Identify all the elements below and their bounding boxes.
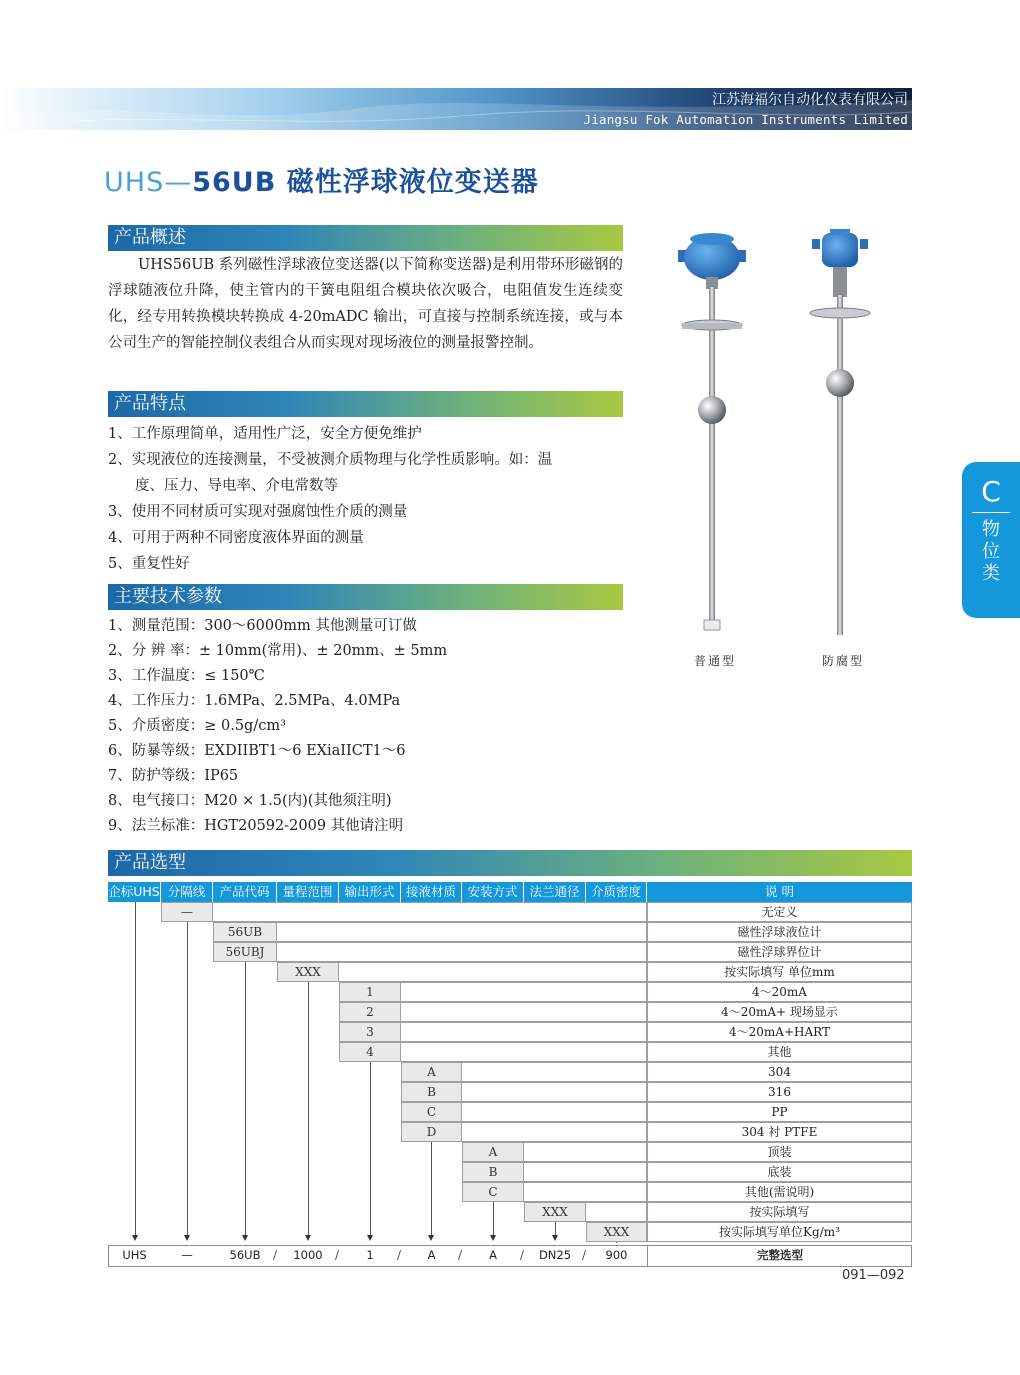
row-grid-fill xyxy=(586,1202,647,1222)
features-list xyxy=(108,421,552,577)
feature-item: 1、工作原理简单，适用性广泛，安全方便免维护 xyxy=(108,426,422,442)
param-item: 5、介质密度：≥ 0.5g/cm³ xyxy=(108,718,286,734)
title-product-name: 磁性浮球液位变送器 xyxy=(286,167,539,198)
description-cell: 304 xyxy=(647,1062,912,1082)
description-cell: 4～20mA xyxy=(647,982,912,1002)
guide-line xyxy=(245,962,246,1237)
company-name xyxy=(584,91,908,129)
row-grid-fill xyxy=(524,1182,647,1202)
guide-line xyxy=(616,1242,617,1243)
row-grid-fill xyxy=(462,1082,647,1102)
arrow-down-icon xyxy=(428,1235,434,1241)
description-cell: 无定义 xyxy=(647,902,912,922)
feature-item: 3、使用不同材质可实现对强腐蚀性介质的测量 xyxy=(108,504,408,520)
overview-text: UHS56UB 系列磁性浮球液位变送器(以下简称变送器)是利用带环形磁钢的浮球随液位升降，使主管内的干簧电阻组合模块依次吸合，电阻值发生连续变化，经专用转换模块转换成 4-20mADC 输出，可直接与控制系统连接，或与本公司生产的智能控制仪表组合从而实现对现场液位的测量报警控制。 xyxy=(108,257,623,351)
row-grid-fill xyxy=(401,1042,647,1062)
param-item: 1、测量范围：300～6000mm 其他测量可订做 xyxy=(108,618,417,634)
arrow-down-icon xyxy=(184,1235,190,1241)
category-side-tab[interactable] xyxy=(962,462,1020,618)
row-grid-fill xyxy=(524,1142,647,1162)
caption-normal-type: 普通型 xyxy=(694,654,737,668)
row-grid-fill xyxy=(462,1062,647,1082)
header-cell-description: 说 明 xyxy=(647,882,912,902)
final-description: 完整选型 xyxy=(647,1245,912,1267)
guide-line xyxy=(370,1062,371,1237)
final-code-cell: A xyxy=(427,1248,436,1262)
final-slash: / xyxy=(458,1248,463,1262)
section-header-features: 产品特点 xyxy=(108,391,623,417)
final-slash: / xyxy=(335,1248,340,1262)
code-cell: 56UBJ xyxy=(213,942,277,962)
row-grid-fill xyxy=(277,922,647,942)
header-cell-mounting: 安装方式 xyxy=(462,882,524,902)
guide-line xyxy=(493,1202,494,1237)
category-letter: C xyxy=(981,475,1001,508)
header-cell-output: 输出形式 xyxy=(339,882,401,902)
row-grid-fill xyxy=(213,902,647,922)
code-cell: B xyxy=(401,1082,462,1102)
product-image-normal xyxy=(670,225,780,640)
title-dash: — xyxy=(164,167,193,198)
code-cell: XXX xyxy=(277,962,339,982)
param-item: 6、防暴等级：EXDIIBT1～6 EXiaIICT1～6 xyxy=(108,743,406,759)
description-cell: 磁性浮球液位计 xyxy=(647,922,912,942)
final-slash: / xyxy=(273,1248,278,1262)
description-cell: 316 xyxy=(647,1082,912,1102)
selection-table xyxy=(108,882,912,1267)
code-cell: XXX xyxy=(586,1222,647,1242)
final-code-cell: 56UB xyxy=(229,1248,261,1262)
final-code-cell: 1000 xyxy=(293,1248,323,1262)
header-cell-range: 量程范围 xyxy=(277,882,339,902)
row-grid-fill xyxy=(462,1102,647,1122)
category-name: 物位类 xyxy=(982,519,1000,584)
feature-item: 5、重复性好 xyxy=(108,556,190,572)
description-cell: 按实际填写 单位mm xyxy=(647,962,912,982)
caption-anticorrosion-type: 防腐型 xyxy=(822,654,865,668)
code-cell: D xyxy=(401,1122,462,1142)
final-code-cell: A xyxy=(489,1248,497,1262)
arrow-down-icon xyxy=(305,1235,311,1241)
product-image-anticorrosion xyxy=(800,225,890,640)
param-item: 3、工作温度：≤ 150℃ xyxy=(108,668,265,684)
param-item: 4、工作压力：1.6MPa、2.5MPa、4.0MPa xyxy=(108,693,401,709)
final-code-cell: UHS xyxy=(122,1248,147,1262)
category-divider xyxy=(972,512,1010,513)
description-cell: PP xyxy=(647,1102,912,1122)
section-header-overview: 产品概述 xyxy=(108,225,623,251)
header-cell-standard: 企标UHS xyxy=(108,882,161,902)
arrow-down-icon xyxy=(552,1235,558,1241)
code-cell: 2 xyxy=(339,1002,401,1022)
params-list xyxy=(108,614,447,839)
code-cell: C xyxy=(462,1182,524,1202)
title-series-code: UHS xyxy=(104,167,165,198)
code-cell: A xyxy=(401,1062,462,1082)
row-grid-fill xyxy=(524,1162,647,1182)
code-cell: B xyxy=(462,1162,524,1182)
code-cell: 4 xyxy=(339,1042,401,1062)
guide-line xyxy=(308,982,309,1237)
arrow-down-icon xyxy=(367,1235,373,1241)
arrow-down-icon xyxy=(242,1235,248,1241)
description-cell: 按实际填写 xyxy=(647,1202,912,1222)
final-code-cell: 1 xyxy=(366,1248,374,1262)
description-cell: 4～20mA+ 现场显示 xyxy=(647,1002,912,1022)
param-item: 2、分 辨 率：± 10mm(常用)、± 20mm、± 5mm xyxy=(108,643,448,659)
feature-item-continued: 度、压力、导电率、介电常数等 xyxy=(135,478,338,494)
description-cell: 顶装 xyxy=(647,1142,912,1162)
row-grid-fill xyxy=(339,962,647,982)
code-cell: 56UB xyxy=(213,922,277,942)
header-cell-flange: 法兰通径 xyxy=(524,882,586,902)
guide-line xyxy=(135,902,136,1237)
description-cell: 底装 xyxy=(647,1162,912,1182)
title-model: 56UB xyxy=(192,167,277,198)
description-cell: 4～20mA+HART xyxy=(647,1022,912,1042)
guide-line xyxy=(187,922,188,1237)
description-cell: 按实际填写单位Kg/m³ xyxy=(647,1222,912,1242)
final-slash: / xyxy=(397,1248,402,1262)
row-grid-fill xyxy=(277,942,647,962)
guide-line xyxy=(431,1142,432,1237)
header-cell-material: 接液材质 xyxy=(401,882,462,902)
final-code-cell: — xyxy=(181,1248,193,1262)
description-cell: 其他 xyxy=(647,1042,912,1062)
section-header-selection: 产品选型 xyxy=(108,850,912,876)
row-grid-fill xyxy=(462,1122,647,1142)
code-cell: XXX xyxy=(524,1202,586,1222)
code-cell: 1 xyxy=(339,982,401,1002)
code-cell: 3 xyxy=(339,1022,401,1042)
param-item: 7、防护等级：IP65 xyxy=(108,768,239,784)
feature-item: 2、实现液位的连接测量，不受被测介质物理与化学性质影响。如：温 xyxy=(108,452,553,468)
header-cell-product-code: 产品代码 xyxy=(213,882,277,902)
company-name-cn: 江苏海福尔自动化仪表有限公司 xyxy=(712,92,908,108)
param-item: 8、电气接口：M20 × 1.5(内)(其他须注明) xyxy=(108,793,392,809)
arrow-down-icon xyxy=(132,1235,138,1241)
company-name-en: Jiangsu Fok Automation Instruments Limited xyxy=(583,112,908,127)
header-cell-density: 介质密度 xyxy=(586,882,647,902)
section-header-params: 主要技术参数 xyxy=(108,584,623,610)
header-cell-separator: 分隔线 xyxy=(161,882,213,902)
code-cell: A xyxy=(462,1142,524,1162)
code-cell: C xyxy=(401,1102,462,1122)
description-cell: 其他(需说明) xyxy=(647,1182,912,1202)
final-slash: / xyxy=(520,1248,525,1262)
row-grid-fill xyxy=(401,1002,647,1022)
row-grid-fill xyxy=(401,1022,647,1042)
description-cell: 304 衬 PTFE xyxy=(647,1122,912,1142)
final-code-cell: DN25 xyxy=(538,1248,572,1262)
description-cell: 磁性浮球界位计 xyxy=(647,942,912,962)
row-grid-fill xyxy=(401,982,647,1002)
arrow-down-icon xyxy=(490,1235,496,1241)
param-item: 9、法兰标准：HGT20592-2009 其他请注明 xyxy=(108,818,404,834)
page-number: 091—092 xyxy=(842,1268,905,1283)
code-cell: — xyxy=(161,902,213,922)
final-slash: / xyxy=(582,1248,587,1262)
final-code-cell: 900 xyxy=(605,1248,628,1262)
feature-item: 4、可用于两种不同密度液体界面的测量 xyxy=(108,530,364,546)
page-title xyxy=(104,160,539,199)
